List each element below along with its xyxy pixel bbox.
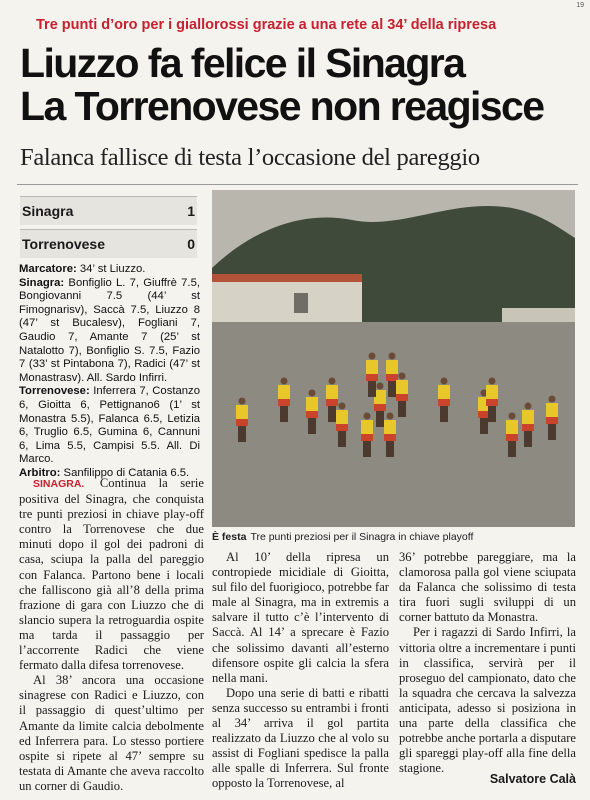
team-name: Torrenovese: [22, 236, 105, 252]
article-paragraph: [19, 476, 204, 673]
report-text: Inferrera 7, Costanzo 6, Gioitta 6, Pettignano6 (1’ st Monastra 5.5), Falanca 6.5, Letizia 6, Truglio 6.5, Gumina 6, Cannuni 6, Lima 5.5, Campisi 5.5. All. Di Marco.: [19, 385, 200, 466]
report-label: Arbitro:: [19, 466, 61, 479]
scorer-line: [19, 263, 200, 277]
team-goals: 1: [187, 203, 195, 219]
article-paragraph: Al 10’ della ripresa un contropiede micidiale di Gioitta, sul filo del fuorigioco, potrebbe far male al Sinagra, ma in extremis a salvare il tutto c’è l’intervento di Saccà. Al 14’ a sprecare è Fazio che solissimo davanti all’esterno difensore ospite gli calcia la sfera nella mani.: [212, 550, 389, 685]
headline-line-1: Liuzzo fa felice il Sinagra: [20, 40, 465, 86]
dateline: SINAGRA.: [33, 478, 85, 490]
author-byline: Salvatore Calà: [489, 772, 576, 786]
report-label: Torrenovese:: [19, 385, 90, 398]
page-number: 19: [576, 2, 584, 9]
headline: [20, 42, 585, 128]
article-paragraph: Dopo una serie di batti e ribatti senza successo su entrambi i fronti al 34’ arriva il gol partita realizzato da Liuzzo che al volo su assist di Fogliani spedisce la palla alle spalle di Inferrera. Sul fronte opposto la Torrenovese, al: [212, 685, 389, 791]
report-text: Bonfiglio L. 7, Giuffrè 7.5, Bongiovanni 7.5 (44’ st Fimognarisv), Saccà 7.5, Liuzzo 8 (47’ st Bucalesv), Fogliani 7, Gaudio 7, Amante 7 (25’ st Natalotto 7), Bonfiglio S. 7.5, Fazio 7 (33’ st Pintabona 7), Radici (47’ st Monastrasv). All. Sardo Infirri.: [19, 276, 200, 384]
away-lineup: [19, 385, 200, 467]
caption-text: Tre punti preziosi per il Sinagra in chiave playoff: [250, 531, 474, 543]
team-photo-image: [212, 190, 575, 527]
article-column-3: [399, 550, 576, 776]
report-text: 34’ st Liuzzo.: [76, 263, 146, 275]
paragraph-text: Continua la serie positiva del Sinagra, che conquista tre punti preziosi in chiave play-off contro la Torrenovese che due minuti dopo il gol dei padroni di casa, sciupa la palla del pareggio con Falanca. Partono bene i locali che falliscono già all’8 della prima frazione di gara con Liuzzo che di slancio supera la retroguardia ospite ma tarda il passaggio per l’accorrente Radici che viene fermato dalla difesa torrenovese.: [19, 476, 204, 673]
team-goals: 0: [187, 236, 195, 252]
caption-lead: È festa: [212, 531, 247, 543]
photo-wall: [502, 308, 575, 322]
scoreboard: [20, 196, 197, 258]
match-report: [19, 263, 200, 481]
divider: [17, 184, 578, 185]
article-paragraph: Al 38’ ancora una occasione sinagrese con Radici e Liuzzo, con il passaggio di quest’ultimo per Amante da limite calcia debolmente ed Inferrera para. Lo stesso portiere ospite si ripete al 47’ sempre su testata di Amante che aveva raccolto un corner di Gaudio.: [19, 673, 204, 793]
report-label: Sinagra:: [19, 276, 65, 289]
subheadline: Falanca fallisce di testa l’occasione del pareggio: [20, 144, 480, 171]
team-photo: [212, 190, 575, 527]
score-row-home: [20, 196, 197, 225]
report-label: Marcatore:: [19, 263, 77, 275]
score-row-away: [20, 229, 197, 258]
article-paragraph: Per i ragazzi di Sardo Infirri, la vittoria oltre a incrementare i punti in classifica, servirà per il proseguo del campionato, dato che la squadra che cercava la salvezza anticipata, adesso si posiziona in una parte della classifica che potrebbe anche portarla a disputare gli spareggi play-off alla fine della stagione.: [399, 625, 576, 776]
article-column-2: [212, 550, 389, 792]
report-text: Sanfilippo di Catania 6.5.: [60, 466, 190, 479]
photo-caption: [212, 531, 582, 543]
home-lineup: [19, 277, 200, 386]
photo-building-door: [294, 293, 308, 313]
article-column-1: [19, 476, 204, 794]
photo-building-roof: [212, 274, 362, 282]
kicker: Tre punti d’oro per i giallorossi grazie a una rete al 34’ della ripresa: [36, 17, 497, 33]
headline-line-2: La Torrenovese non reagisce: [20, 83, 544, 129]
article-paragraph: 36’ potrebbe pareggiare, ma la clamorosa palla gol viene sciupata da Falanca che solissimo di testa tira fuori sugli sviluppi di un corner battuto da Monastra.: [399, 550, 576, 625]
team-name: Sinagra: [22, 203, 74, 219]
